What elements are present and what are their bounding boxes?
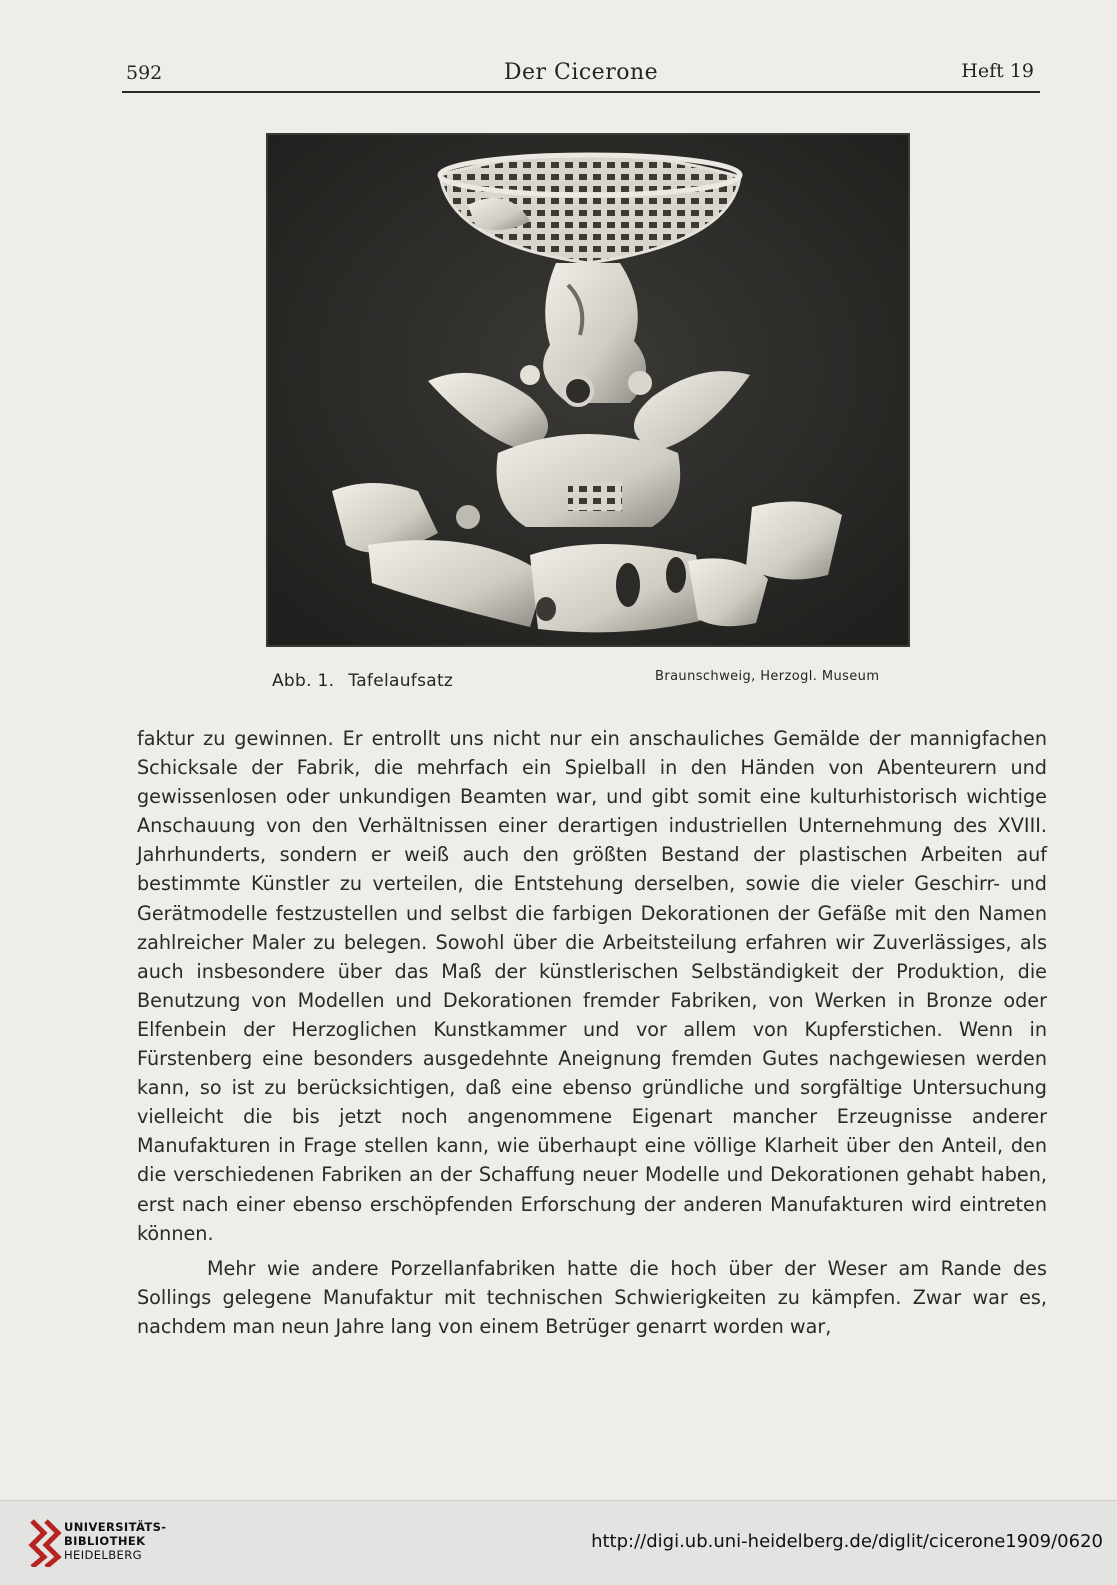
paragraph: Mehr wie andere Porzellanfabriken hatte die hoch über der Weser am Rande des Sollings gelegene Manufaktur mit technischen Schwierigkeiten zu kämpfen. Zwar war es, nachdem man neun Jahre lang von einem Betrüger genarrt worden war, xyxy=(137,1256,1047,1338)
page-number: 592 xyxy=(126,62,163,84)
library-logo-icon xyxy=(28,1517,62,1567)
digitization-footer xyxy=(0,1500,1117,1585)
article-body xyxy=(137,724,1047,1341)
figure-photograph xyxy=(266,133,910,647)
running-head xyxy=(122,56,1040,90)
figure-title: Tafelaufsatz xyxy=(348,671,454,691)
permalink-url[interactable]: http://digi.ub.uni-heidelberg.de/diglit/cicerone1909/0620 xyxy=(591,1531,1103,1552)
figure-caption xyxy=(272,671,467,691)
centerpiece-photo xyxy=(268,135,908,645)
figure-credit: Braunschweig, Herzogl. Museum xyxy=(655,669,880,684)
issue-number: Heft 19 xyxy=(961,60,1034,82)
header-rule xyxy=(122,91,1040,93)
library-name: UNIVERSITÄTS- BIBLIOTHEK HEIDELBERG xyxy=(64,1520,167,1562)
journal-title: Der Cicerone xyxy=(503,60,659,85)
paragraph: faktur zu gewinnen. Er entrollt uns nicht nur ein anschauliches Gemälde der mannigfachen Schicksale der Fabrik, die mehrfach ein Spielball in den Händen von Abenteurern und gewissenlosen oder unkundigen Beamten war, und gibt somit eine kulturhistorisch wichtige Anschauung von den Verhältnissen einer derartigen industriellen Unternehmung des XVIII. Jahrhunderts, sondern er weiß auch den größten Bestand der plastischen Arbeiten auf bestimmte Künstler zu verteilen, die Entstehung derselben, sowie die vieler Geschirr- und Gerätmodelle festzustellen und selbst die farbigen Dekorationen der Gefäße mit den Namen zahlreicher Maler zu belegen. Sowohl über die Arbeitsteilung erfahren wir Zuverlässiges, als auch insbesondere über das Maß der künstlerischen Selbständigkeit der Produktion, die Benutzung von Modellen und Dekorationen fremder Fabriken, von Werken in Bronze oder Elfenbein der Herzoglichen Kunstkammer und vor allem von Kupferstichen. Wenn in Fürstenberg eine besonders ausgedehnte Aneignung fremden Gutes nachgewiesen werden kann, so ist zu berücksichtigen, daß eine ebenso gründliche und sorgfältige Untersuchung vielleicht die bis jetzt noch angenommene Eigenart mancher Erzeugnisse anderer Manufakturen in Frage stellen kann, wie überhaupt eine völlige Klarheit über den Anteil, den die verschiedenen Fabriken an der Schaffung neuer Modelle und Dekorationen gehabt haben, erst nach einer ebenso erschöpfenden Erforschung der anderen Manufakturen wird eintreten können. xyxy=(137,727,1047,1245)
figure-label: Abb. 1. xyxy=(272,671,335,691)
